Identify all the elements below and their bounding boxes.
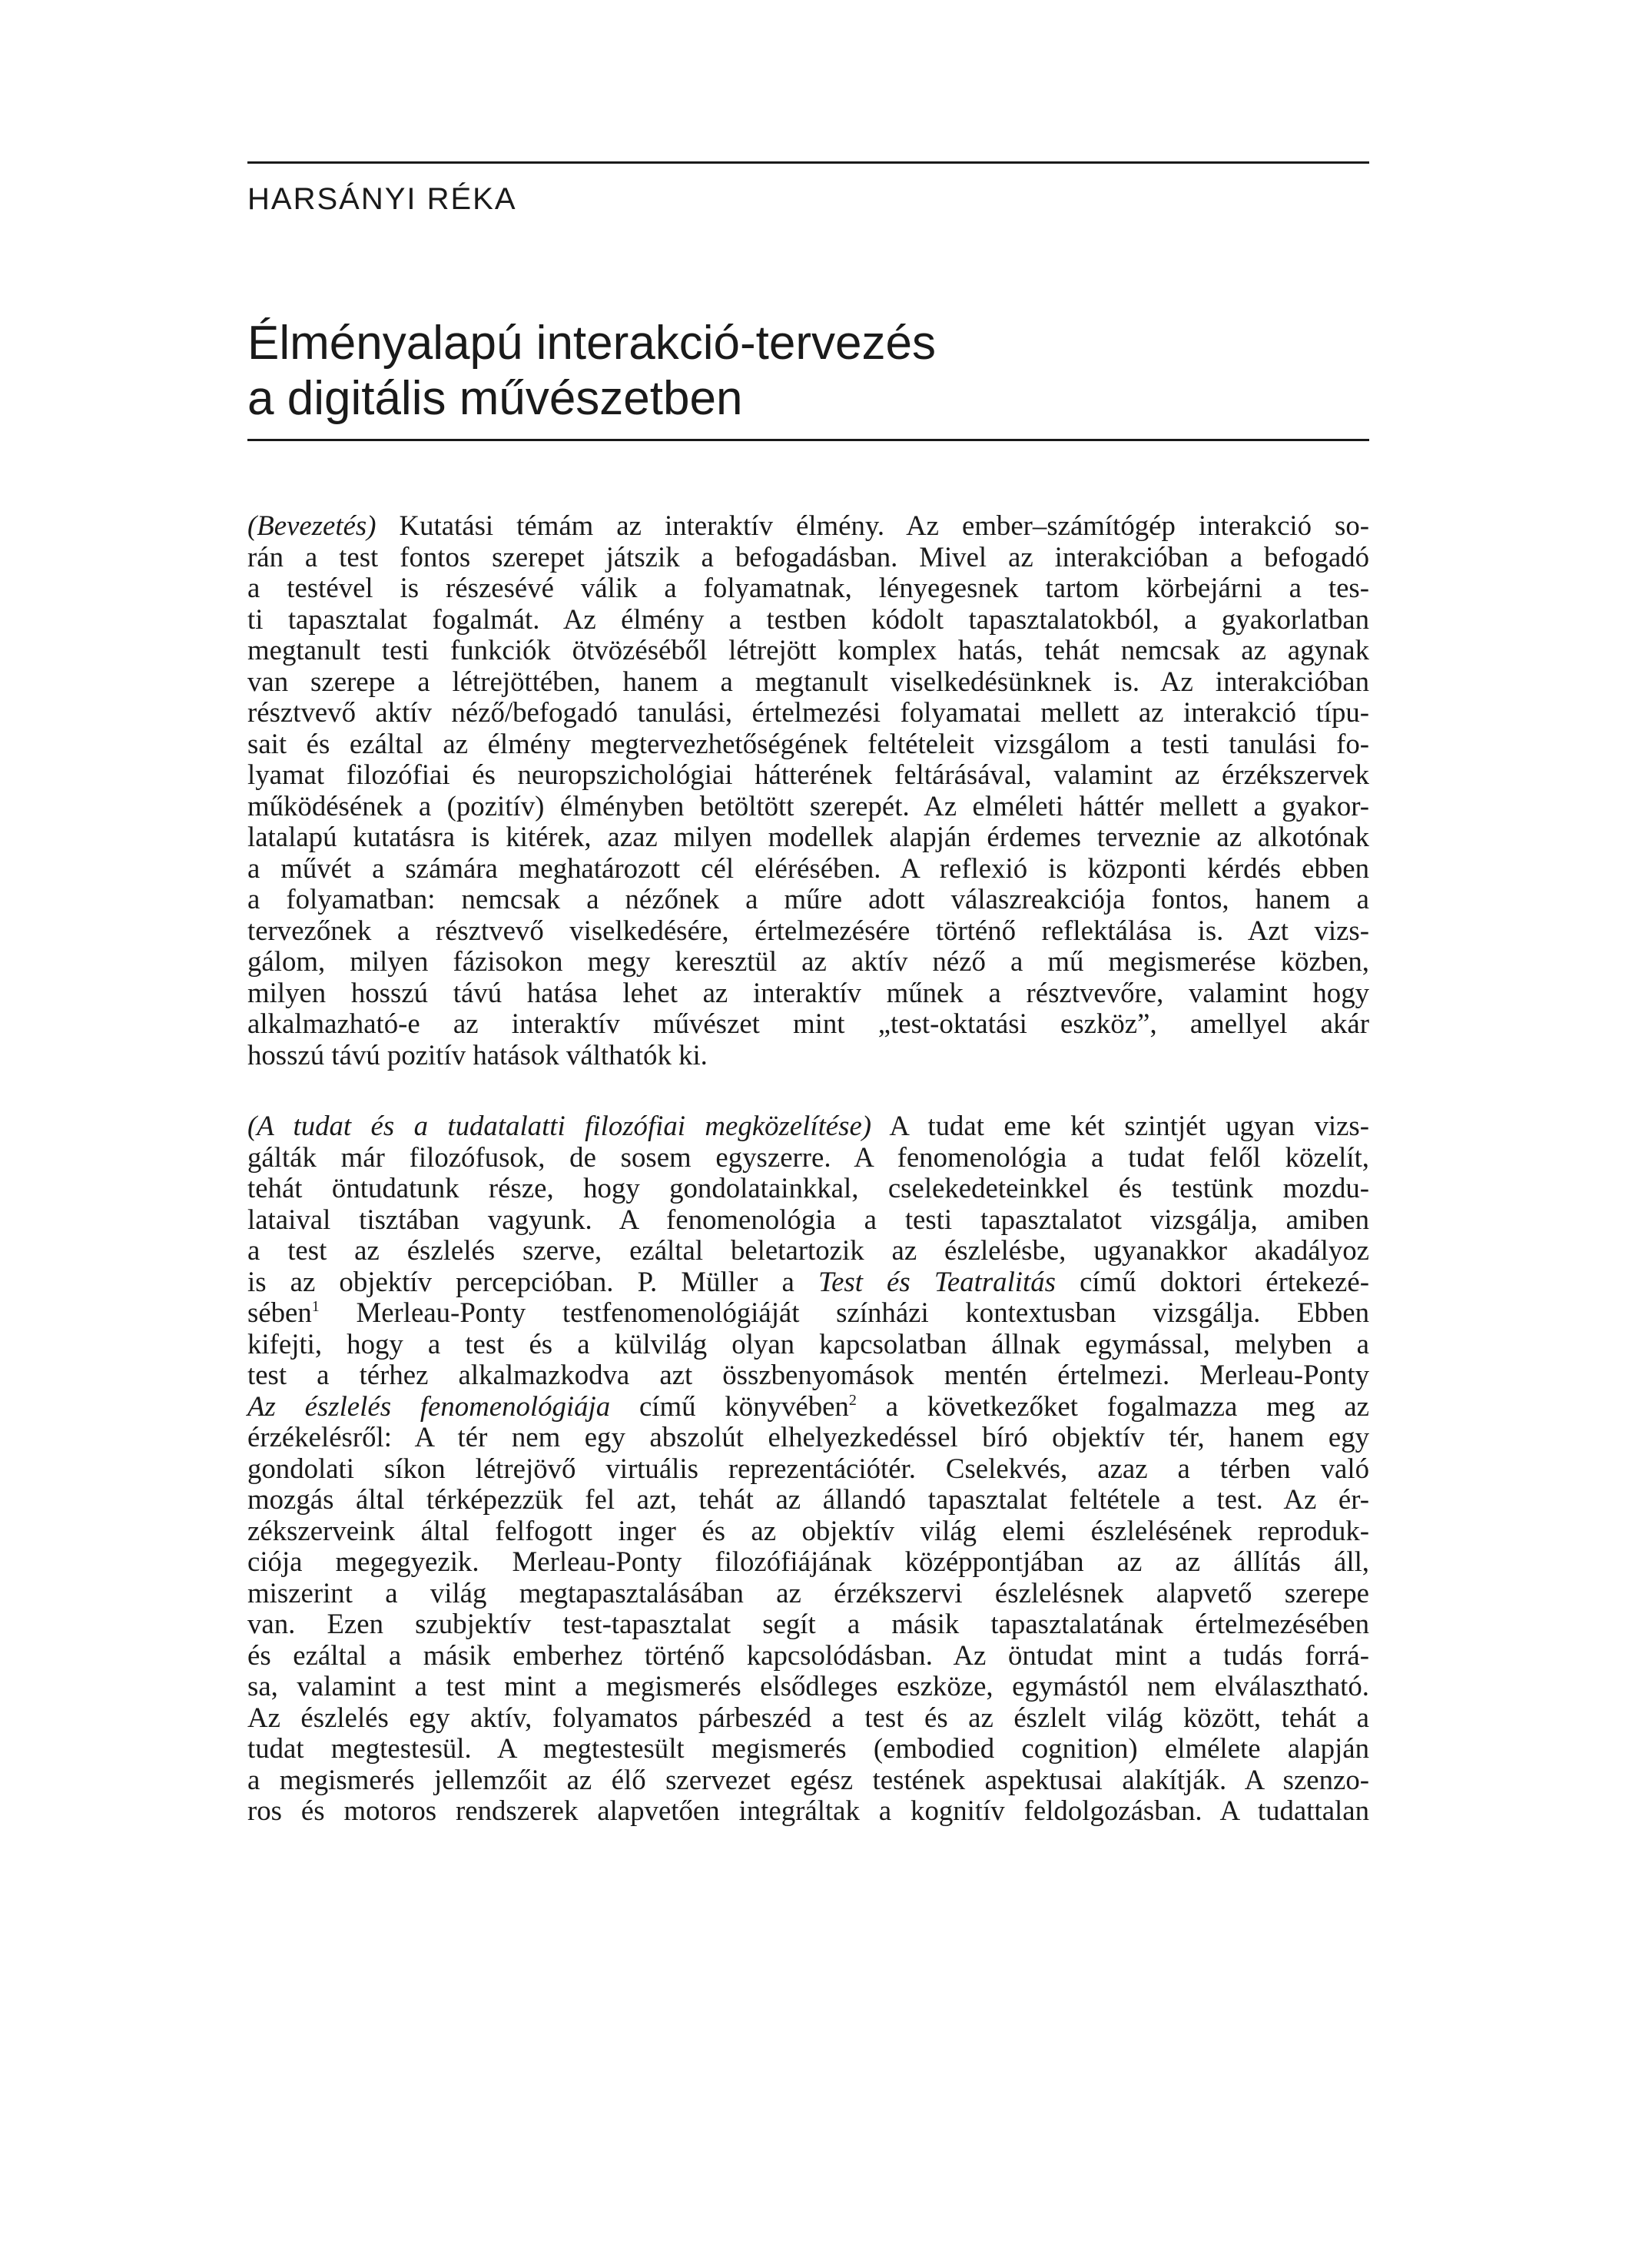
title-line-2: a digitális művészetben — [247, 372, 743, 425]
paragraph-line: a test az észlelés szerve, ezáltal beletartozik az észlelésbe, ugyanakkor akadályoz — [247, 1234, 1369, 1266]
paragraph-line: kifejti, hogy a test és a külvilág olyan kapcsolatban állnak egymással, melyben a — [247, 1327, 1369, 1360]
section2-heading: (A tudat és a tudatalatti filozófiai megközelítése) — [247, 1110, 872, 1141]
paragraph-line: sa, valamint a test mint a megismerés elsődleges eszköze, egymástól nem elválasztható. — [247, 1670, 1369, 1702]
paragraph-line: ti tapasztalat fogalmát. Az élmény a testben kódolt tapasztalatokból, a gyakorlatban — [247, 603, 1369, 635]
paragraph-line: hosszú távú pozitív hatások válthatók ki. — [247, 1038, 708, 1071]
section2-paragraph — [247, 1111, 1369, 1827]
paragraph-line: a folyamatban: nemcsak a nézőnek a műre adott válaszreakciója fontos, hanem a — [247, 883, 1369, 915]
intro-paragraph — [247, 510, 1369, 1071]
footnote-marker: 2 — [848, 1391, 857, 1409]
paragraph-line: mozgás által térképezzük fel azt, tehát az állandó tapasztalat feltétele a test. Az ér- — [247, 1483, 1369, 1515]
paragraph-line: ciója megegyezik. Merleau-Ponty filozófiájának középpontjában az az állítás áll, — [247, 1546, 1369, 1577]
paragraph-line: Az észlelés fenomenológiája című könyvében$^2$ a következőket fogalmazza meg az — [247, 1390, 1369, 1422]
article-title — [247, 316, 1369, 427]
paragraph-line: miszerint a világ megtapasztalásában az érzékszervi észlelésnek alapvető szerepe — [247, 1576, 1369, 1609]
paragraph-line: és ezáltal a másik emberhez történő kapcsolódásban. Az öntudat mint a tudás forrá- — [247, 1639, 1369, 1671]
paragraph-line: lataival tisztában vagyunk. A fenomenológia a testi tapasztalatot vizsgálja, amiben — [247, 1203, 1369, 1235]
paragraph-line: tudat megtestesül. A megtestesült megismerés (embodied cognition) elmélete alapján — [247, 1732, 1369, 1764]
paragraph-line: gondolati síkon létrejövő virtuális reprezentációtér. Cselekvés, azaz a térben való — [247, 1452, 1369, 1484]
paragraph-line: tervezőnek a résztvevő viselkedésére, értelmezésére történő reflektálása is. Azt vizs- — [247, 914, 1369, 946]
paragraph-line: a testével is részesévé válik a folyamatnak, lényegesnek tartom körbejárni a tes- — [247, 572, 1369, 603]
paragraph-line: test a térhez alkalmazkodva azt összbenyomások mentén értelmezi. Merleau-Ponty — [247, 1359, 1369, 1390]
cited-work-title: Az észlelés fenomenológiája — [247, 1390, 611, 1422]
paragraph-line: milyen hosszú távú hatása lehet az interaktív műnek a résztvevőre, valamint hogy — [247, 976, 1369, 1008]
paragraph-line: résztvevő aktív néző/befogadó tanulási, értelmezési folyamatai mellett az interakció típu- — [247, 696, 1369, 728]
paragraph-line: ros és motoros rendszerek alapvetően integráltak a kognitív feldolgozásban. A tudattalan — [247, 1795, 1369, 1826]
paragraph-line: latalapú kutatásra is kitérek, azaz milyen modellek alapján érdemes terveznie az alkotónak — [247, 821, 1369, 852]
paragraph-line: Az észlelés egy aktív, folyamatos párbeszéd a test és az észlelt világ között, tehát a — [247, 1701, 1369, 1733]
page — [247, 161, 1369, 1827]
paragraph-line: rán a test fontos szerepet játszik a befogadásban. Mivel az interakcióban a befogadó — [247, 540, 1369, 573]
paragraph-line: van. Ezen szubjektív test-tapasztalat segít a másik tapasztalatának értelmezésében — [247, 1608, 1369, 1639]
paragraph-line: gálom, milyen fázisokon megy keresztül az aktív néző a mű megismerése közben, — [247, 945, 1369, 977]
paragraph-line: a művét a számára meghatározott cél elérésében. A reflexió is központi kérdés ebben — [247, 852, 1369, 884]
paragraph-line: alkalmazható-e az interaktív művészet mint „test-oktatási eszköz”, amellyel akár — [247, 1008, 1369, 1039]
paragraph-line: sait és ezáltal az élmény megtervezhetőségének feltételeit vizsgálom a testi tanulási fo- — [247, 727, 1369, 759]
paragraph-line: megtanult testi funkciók ötvözéséből létrejött komplex hatás, tehát nemcsak az agynak — [247, 634, 1369, 666]
paragraph-line: (A tudat és a tudatalatti filozófiai megközelítése) A tudat eme két szintjét ugyan vizs- — [247, 1110, 1369, 1141]
footnote-marker: 1 — [311, 1298, 320, 1315]
author-name: HARSÁNYI RÉKA — [247, 182, 517, 216]
title-line-1: Élményalapú interakció-tervezés — [247, 317, 936, 370]
cited-work-title: Test és Teatralitás — [818, 1265, 1056, 1297]
paragraph-line: működésének a (pozitív) élményben betöltött szerepét. Az elméleti háttér mellett a gyakor- — [247, 789, 1369, 822]
paragraph-line: zékszerveink által felfogott inger és az objektív világ elemi észlelésének reproduk- — [247, 1514, 1369, 1546]
paragraph-line: lyamat filozófiai és neuropszichológiai hátterének feltárásával, valamint az érzékszervek — [247, 759, 1369, 790]
paragraph-line: a megismerés jellemzőit az élő szervezet egész testének aspektusai alakítják. A szenzo- — [247, 1763, 1369, 1795]
paragraph-line: tehát öntudatunk része, hogy gondolatainkkal, cselekedeteinkkel és testünk mozdu- — [247, 1172, 1369, 1204]
paragraph-line: érzékelésről: A tér nem egy abszolút elhelyezkedéssel bíró objektív tér, hanem egy — [247, 1421, 1369, 1453]
title-rule — [247, 439, 1369, 441]
paragraph-line: (Bevezetés) Kutatási témám az interaktív élmény. Az ember–számítógép interakció so- — [247, 510, 1369, 541]
paragraph-line: van szerepe a létrejöttében, hanem a megtanult viselkedésünknek is. Az interakcióban — [247, 665, 1369, 697]
paragraph-line: sében$^1$ Merleau-Ponty testfenomenológiáját színházi kontextusban vizsgálja. Ebben — [247, 1297, 1369, 1328]
paragraph-line: gálták már filozófusok, de sosem egyszerre. A fenomenológia a tudat felől közelít, — [247, 1141, 1369, 1173]
top-rule — [247, 161, 1369, 164]
paragraph-line: is az objektív percepcióban. P. Müller a Test és Teatralitás című doktori értekezé- — [247, 1265, 1369, 1297]
intro-heading: (Bevezetés) — [247, 510, 376, 541]
